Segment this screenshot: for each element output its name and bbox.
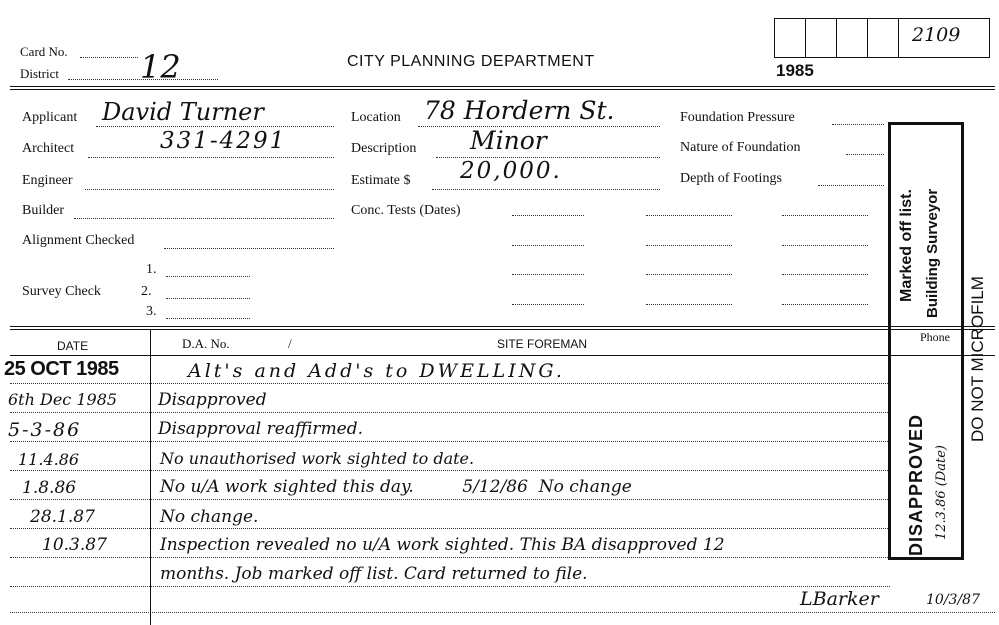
da-slash: / [288, 336, 292, 351]
architect-label: Architect [22, 141, 75, 156]
depth-footings-label: Depth of Footings [680, 171, 782, 186]
conc-line-4c [782, 304, 868, 305]
card-number-box-2 [805, 18, 837, 58]
conc-line-3c [782, 274, 868, 275]
stamp-disapproved: DISAPPROVED [906, 413, 926, 556]
card-no-line [80, 57, 138, 58]
log-date-4: 11.4.86 [18, 450, 80, 469]
department-title: CITY PLANNING DEPARTMENT [347, 53, 595, 70]
conc-line-1b [646, 215, 732, 216]
log-note-2: Disapproved [158, 390, 267, 410]
signature: LBarker [800, 588, 879, 610]
stamp-do-not-microfilm: DO NOT MICROFILM [968, 276, 987, 442]
log-note-6: No change. [160, 507, 259, 527]
architect-value: 331-4291 [160, 128, 287, 154]
conc-line-4b [646, 304, 732, 305]
conc-line-2c [782, 245, 868, 246]
estimate-value: 20,000. [460, 158, 562, 184]
engineer-line [85, 189, 334, 190]
card-number: 2109 [912, 24, 961, 46]
log-date-3: 5-3-86 [8, 419, 82, 441]
card-no-label: Card No. [20, 44, 68, 59]
row-line-1 [10, 383, 890, 384]
conc-line-2a [512, 245, 584, 246]
foundation-pressure-label: Foundation Pressure [680, 110, 795, 125]
date-column-divider [150, 330, 151, 625]
row-line-5 [10, 499, 890, 500]
header-rule-2 [10, 89, 995, 90]
signature-date: 10/3/87 [926, 592, 980, 608]
row-line-4 [10, 470, 890, 471]
stamp-building-surveyor: Building Surveyor [924, 188, 941, 318]
card-number-box-3 [836, 18, 868, 58]
district-value: 12 [140, 48, 181, 86]
card-number-box-1 [774, 18, 806, 58]
estimate-line [432, 189, 660, 190]
survey-1-label: 1. [146, 262, 157, 277]
builder-label: Builder [22, 203, 64, 218]
phone-header: Phone [920, 330, 950, 344]
survey-1-line [166, 276, 250, 277]
location-label: Location [351, 110, 401, 125]
description-label: Description [351, 141, 417, 156]
row-line-9 [10, 612, 995, 613]
log-note-1: Alt's and Add's to DWELLING. [188, 360, 565, 382]
log-date-6: 28.1.87 [30, 507, 95, 527]
survey-3-line [166, 318, 250, 319]
conc-line-4a [512, 304, 584, 305]
location-value: 78 Hordern St. [424, 96, 615, 125]
log-date-7: 10.3.87 [42, 535, 107, 555]
description-value: Minor [470, 126, 547, 155]
conc-tests-label: Conc. Tests (Dates) [351, 203, 461, 218]
row-line-3 [10, 441, 890, 442]
log-date-2: 6th Dec 1985 [8, 390, 118, 409]
district-label: District [20, 66, 59, 81]
survey-label: Survey Check [22, 284, 101, 299]
conc-line-1a [512, 215, 584, 216]
log-note-5: No u/A work sighted this day. 5/12/86 No change [160, 477, 632, 497]
alignment-label: Alignment Checked [22, 233, 135, 248]
site-foreman-header: SITE FOREMAN [497, 337, 588, 351]
row-line-6 [10, 528, 890, 529]
survey-3-label: 3. [146, 304, 157, 319]
builder-line [74, 218, 334, 219]
header-rule [10, 86, 995, 87]
card-number-box-4 [867, 18, 899, 58]
survey-2-label: 2. [141, 284, 152, 299]
date-header: DATE [57, 339, 89, 353]
conc-line-3b [646, 274, 732, 275]
log-header-rule [10, 355, 995, 356]
estimate-label: Estimate $ [351, 173, 411, 188]
conc-line-3a [512, 274, 584, 275]
log-date-5: 1.8.86 [22, 478, 77, 498]
depth-footings-line [818, 185, 884, 186]
engineer-label: Engineer [22, 173, 73, 188]
applicant-value: David Turner [102, 98, 264, 126]
foundation-pressure-line [832, 124, 884, 125]
row-line-8 [10, 586, 890, 587]
conc-line-2b [646, 245, 732, 246]
architect-line [88, 157, 334, 158]
row-line-7 [10, 557, 890, 558]
log-note-4: No unauthorised work sighted to date. [160, 449, 475, 468]
da-header: D.A. No. [182, 336, 230, 351]
stamp-marked-off: Marked off list. [898, 189, 915, 302]
applicant-label: Applicant [22, 110, 78, 125]
log-rule-top-2 [10, 329, 995, 330]
row-line-2 [10, 412, 890, 413]
log-note-8: months. Job marked off list. Card returned to file. [160, 564, 588, 584]
conc-line-1c [782, 215, 868, 216]
stamp-dated: 12.3.86 (Date) [934, 445, 949, 540]
log-date-1: 25 OCT 1985 [4, 358, 119, 380]
nature-foundation-line [846, 154, 884, 155]
applicant-line [96, 126, 334, 127]
log-note-7: Inspection revealed no u/A work sighted. This BA disapproved 12 [160, 535, 725, 555]
survey-2-line [166, 298, 250, 299]
year: 1985 [776, 61, 814, 80]
log-note-3: Disapproval reaffirmed. [158, 419, 364, 439]
log-rule-top [10, 326, 995, 327]
nature-foundation-label: Nature of Foundation [680, 140, 801, 155]
alignment-line [164, 248, 334, 249]
